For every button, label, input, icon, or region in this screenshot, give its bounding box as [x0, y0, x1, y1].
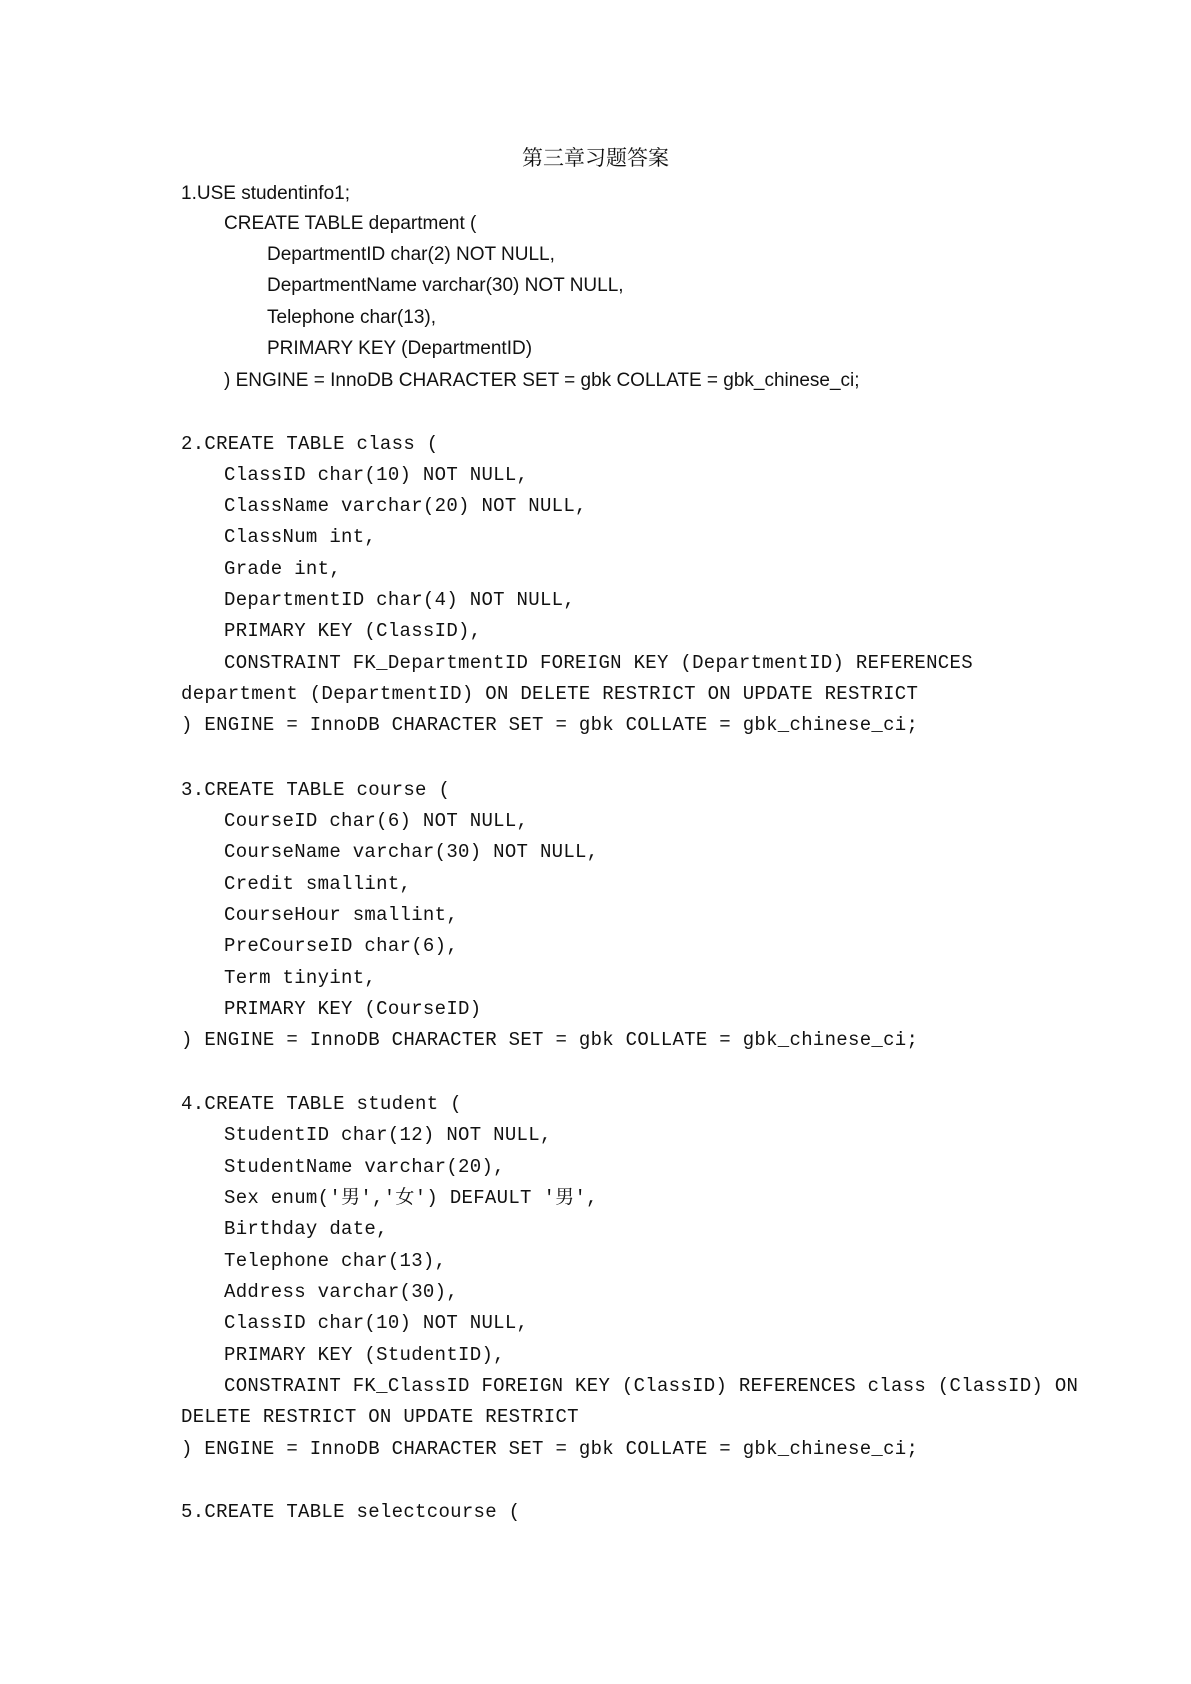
q3-line-3: CourseName varchar(30) NOT NULL, [224, 841, 599, 863]
q3-line-6: PreCourseID char(6), [224, 935, 459, 957]
q3-line-5: CourseHour smallint, [224, 904, 459, 926]
q4-line-4: Sex enum('男','女') DEFAULT '男', [224, 1187, 598, 1209]
q3-line-7: Term tinyint, [224, 967, 377, 989]
q4-line-3: StudentName varchar(20), [224, 1156, 505, 1178]
q2-line-9: department (DepartmentID) ON DELETE RESTRICT ON UPDATE RESTRICT [181, 683, 919, 705]
q4-line-8: ClassID char(10) NOT NULL, [224, 1312, 529, 1334]
q4-line-1: 4.CREATE TABLE student ( [181, 1093, 462, 1115]
q4-line-2: StudentID char(12) NOT NULL, [224, 1124, 552, 1146]
q2-line-4: ClassNum int, [224, 526, 377, 548]
q5-line-1: 5.CREATE TABLE selectcourse ( [181, 1501, 521, 1523]
q1-line-5: Telephone char(13), [267, 307, 436, 328]
q1-line-1: 1.USE studentinfo1; [181, 183, 350, 204]
q4-line-10: CONSTRAINT FK_ClassID FOREIGN KEY (ClassID) REFERENCES class (ClassID) ON [224, 1375, 1079, 1397]
q2-line-2: ClassID char(10) NOT NULL, [224, 464, 529, 486]
q2-line-8: CONSTRAINT FK_DepartmentID FOREIGN KEY (DepartmentID) REFERENCES [224, 652, 973, 674]
q3-line-2: CourseID char(6) NOT NULL, [224, 810, 529, 832]
q1-line-6: PRIMARY KEY (DepartmentID) [267, 338, 533, 359]
q3-line-9: ) ENGINE = InnoDB CHARACTER SET = gbk COLLATE = gbk_chinese_ci; [181, 1029, 919, 1051]
q2-line-3: ClassName varchar(20) NOT NULL, [224, 495, 587, 517]
q3-line-1: 3.CREATE TABLE course ( [181, 779, 451, 801]
q4-line-5: Birthday date, [224, 1218, 388, 1240]
q4-line-6: Telephone char(13), [224, 1250, 447, 1272]
q1-line-4: DepartmentName varchar(30) NOT NULL, [267, 275, 624, 296]
q4-line-12: ) ENGINE = InnoDB CHARACTER SET = gbk COLLATE = gbk_chinese_ci; [181, 1438, 919, 1460]
q3-line-4: Credit smallint, [224, 873, 412, 895]
q4-line-7: Address varchar(30), [224, 1281, 459, 1303]
q2-line-1: 2.CREATE TABLE class ( [181, 433, 439, 455]
q2-line-5: Grade int, [224, 558, 342, 580]
page-title: 第三章习题答案 [522, 146, 669, 170]
q1-line-3: DepartmentID char(2) NOT NULL, [267, 244, 555, 265]
q2-line-6: DepartmentID char(4) NOT NULL, [224, 589, 576, 611]
q1-line-7: ) ENGINE = InnoDB CHARACTER SET = gbk COLLATE = gbk_chinese_ci; [224, 370, 860, 391]
q4-line-11: DELETE RESTRICT ON UPDATE RESTRICT [181, 1406, 579, 1428]
q2-line-7: PRIMARY KEY (ClassID), [224, 620, 482, 642]
q2-line-10: ) ENGINE = InnoDB CHARACTER SET = gbk COLLATE = gbk_chinese_ci; [181, 714, 919, 736]
q3-line-8: PRIMARY KEY (CourseID) [224, 998, 482, 1020]
q1-line-2: CREATE TABLE department ( [224, 213, 477, 234]
q4-line-9: PRIMARY KEY (StudentID), [224, 1344, 505, 1366]
